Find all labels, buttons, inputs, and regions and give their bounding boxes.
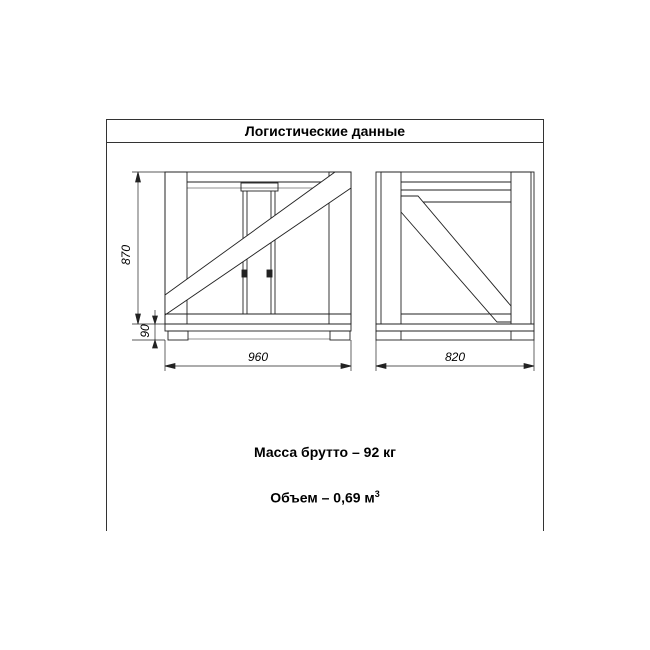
- volume-exponent: 3: [374, 489, 380, 499]
- volume-value: Объем – 0,69 м: [270, 489, 375, 506]
- side-left-post: [381, 172, 401, 324]
- gross-mass-text: Масса брутто – 92 кг: [254, 444, 396, 460]
- front-bracket: [267, 270, 272, 277]
- dim-width-front-label: 960: [247, 350, 269, 364]
- dim-height-main-label: 870: [119, 244, 133, 266]
- dim-width-side-label: 820: [444, 350, 466, 364]
- page-title: Логистические данные: [244, 123, 406, 139]
- side-right-post: [511, 172, 531, 324]
- dim-arrow: [341, 364, 351, 369]
- dim-arrow: [136, 314, 141, 324]
- side-view: [376, 172, 534, 340]
- front-pallet-foot: [168, 331, 188, 340]
- side-pallet-deck: [376, 324, 534, 331]
- dim-arrow: [153, 316, 158, 324]
- dim-arrow: [153, 340, 158, 348]
- front-diagonal-brace: [165, 172, 351, 315]
- dim-arrow: [165, 364, 175, 369]
- dim-arrow: [376, 364, 386, 369]
- dim-arrow: [136, 172, 141, 182]
- front-pallet-foot: [330, 331, 350, 340]
- side-pallet-base: [376, 331, 534, 340]
- dim-arrow: [524, 364, 534, 369]
- volume-text: [106, 489, 544, 506]
- dim-height-pallet-label: 90: [138, 324, 152, 338]
- front-bracket: [242, 270, 247, 277]
- side-diagonal-brace: [401, 196, 511, 322]
- front-view: [165, 172, 351, 340]
- front-center-box-top: [241, 183, 278, 191]
- front-pallet-deck: [165, 324, 351, 331]
